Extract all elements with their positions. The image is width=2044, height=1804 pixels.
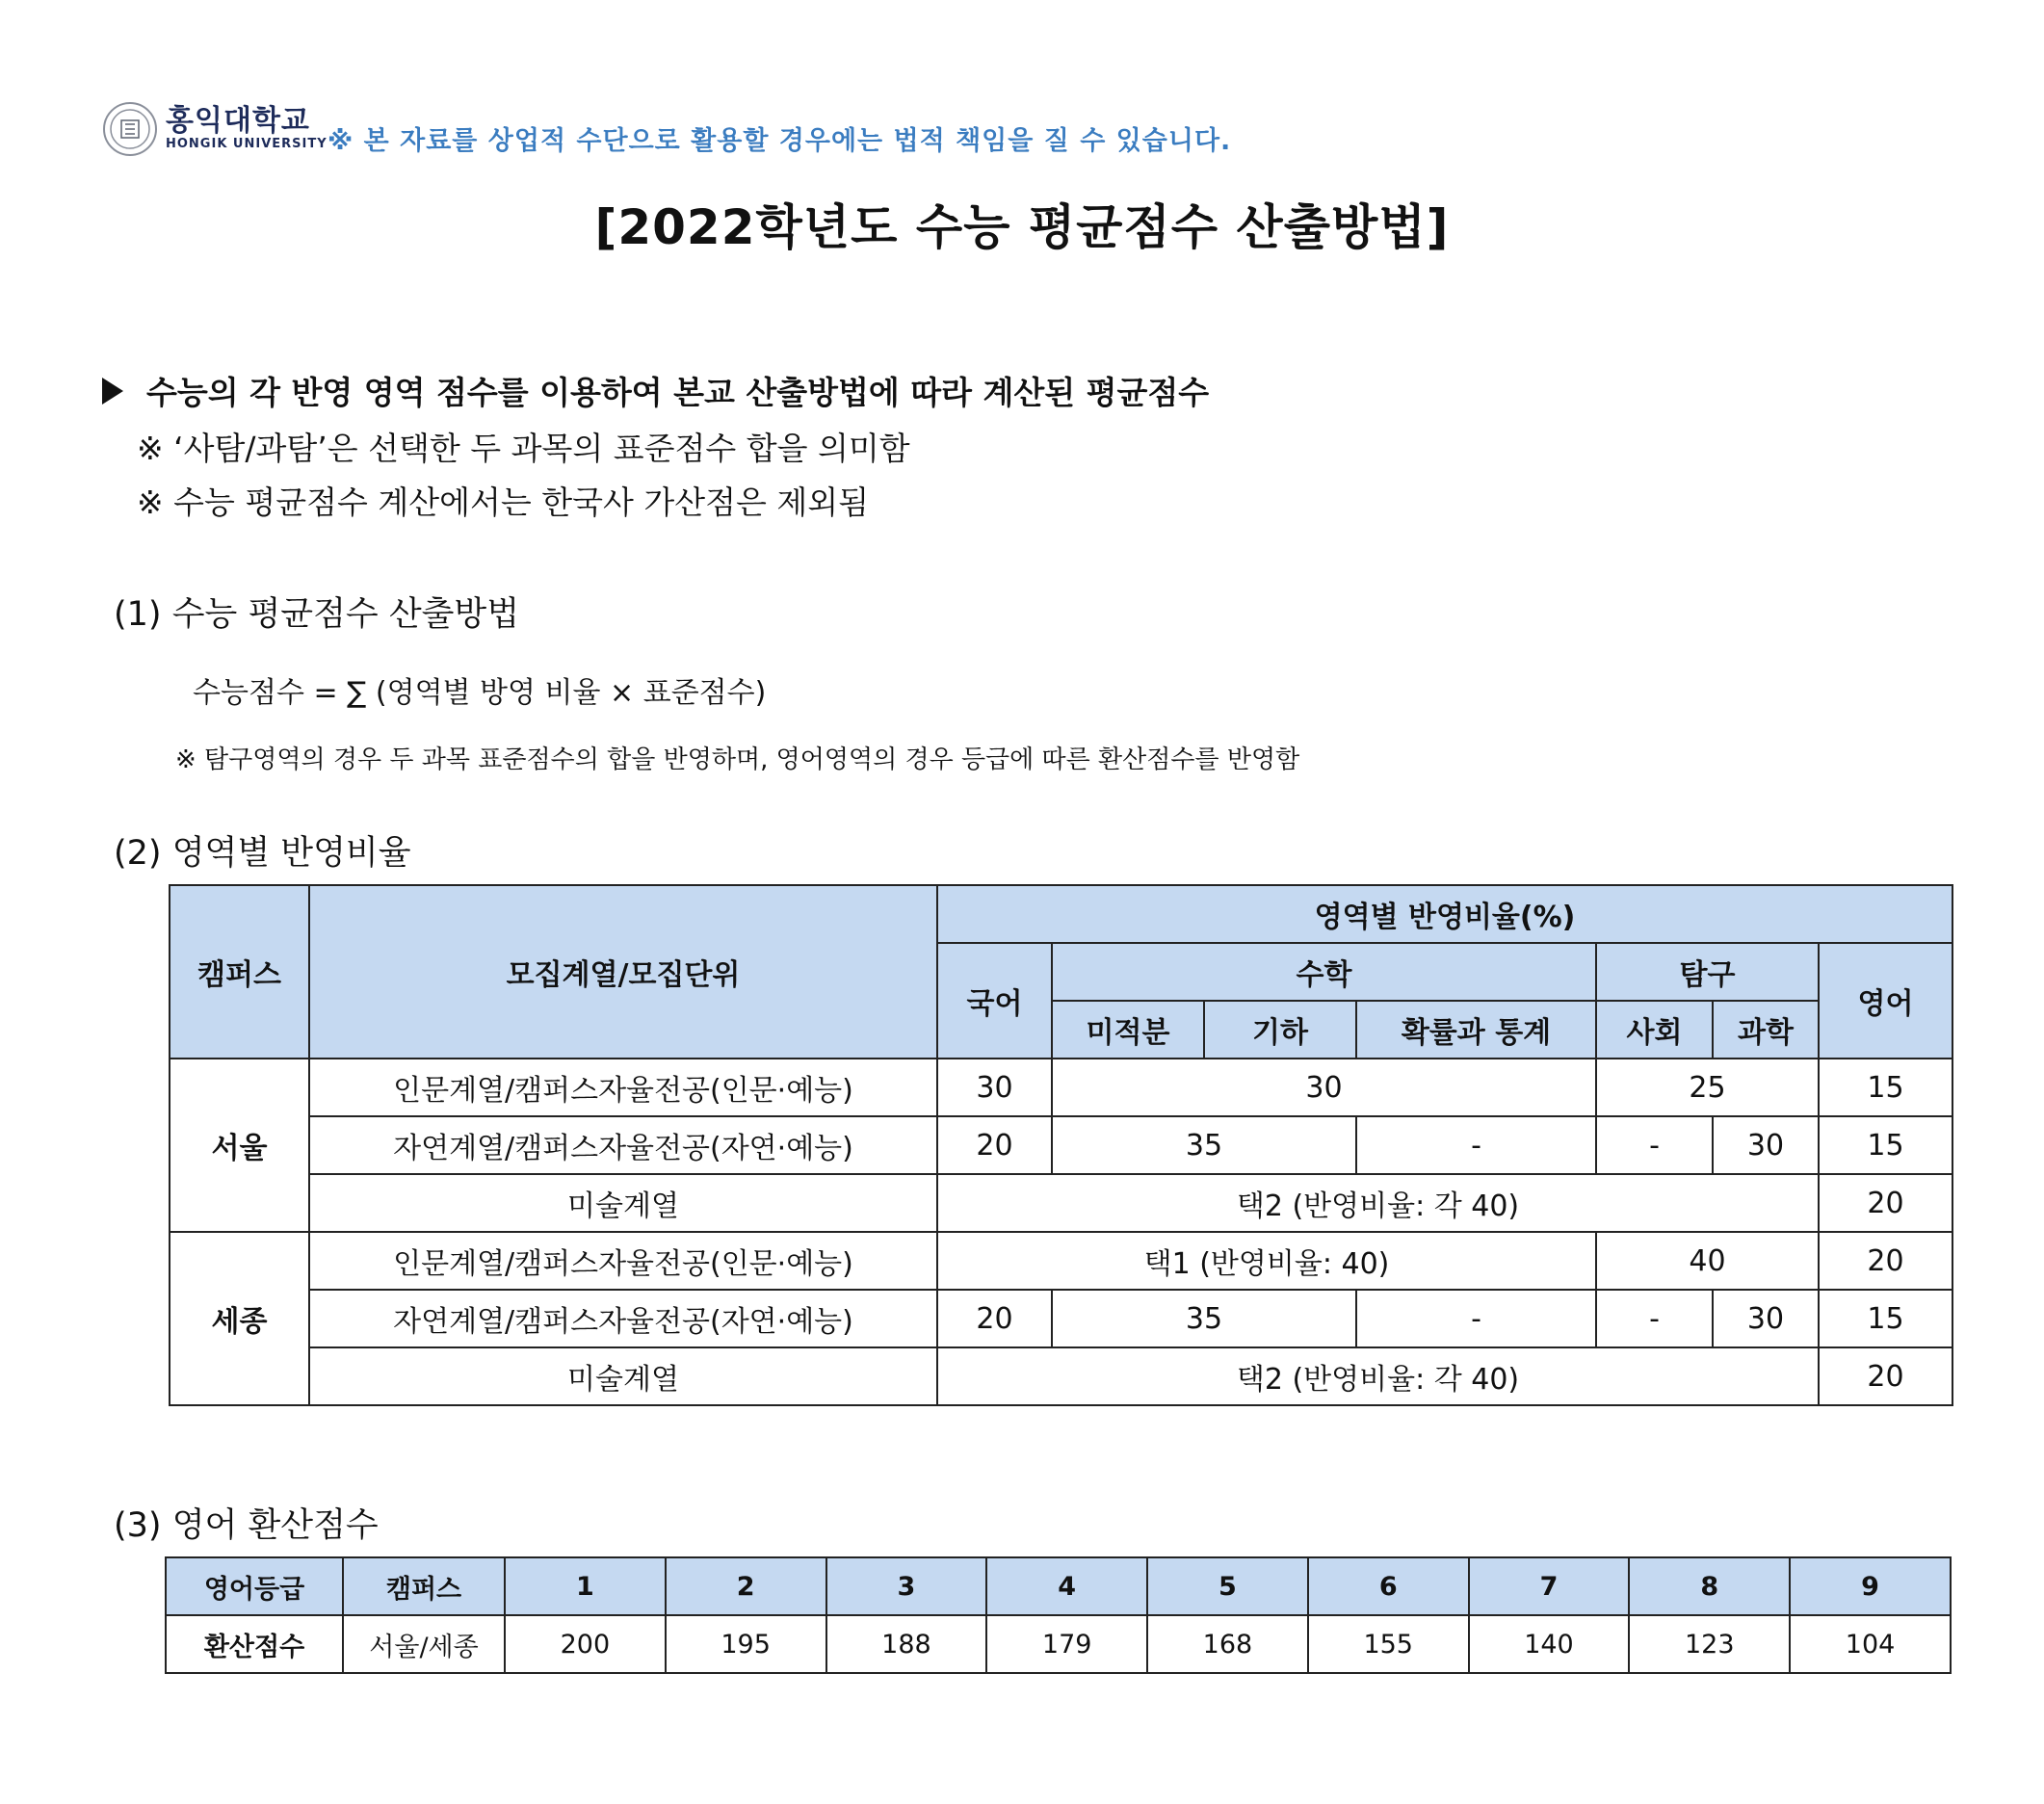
header-probability: 확률과 통계 [1356, 1001, 1596, 1059]
header-english-grade: 영어등급 [166, 1557, 343, 1615]
grade-header: 2 [666, 1557, 826, 1615]
english-cell: 20 [1819, 1232, 1952, 1290]
korean-cell: 20 [937, 1116, 1052, 1174]
korean-cell: 20 [937, 1290, 1052, 1347]
header-korean: 국어 [937, 943, 1052, 1059]
table-row [170, 1290, 1952, 1347]
unit-cell: 미술계열 [309, 1174, 937, 1232]
social-cell: - [1596, 1290, 1713, 1347]
university-seal-icon [102, 101, 158, 157]
table-row [166, 1615, 1951, 1673]
ratio-table [169, 884, 1953, 1406]
table-row [170, 1232, 1952, 1290]
english-cell: 15 [1819, 1290, 1952, 1347]
legal-notice: ※ 본 자료를 상업적 수단으로 활용할 경우에는 법적 책임을 질 수 있습니다. [328, 126, 1232, 156]
intro-bullet-text: 수능의 각 반영 영역 점수를 이용하여 본교 산출방법에 따라 계산된 평균점수 [146, 374, 1210, 411]
intro-bullet [102, 368, 1209, 413]
inquiry-cell: 40 [1596, 1232, 1819, 1290]
score-cell: 200 [505, 1615, 666, 1673]
choice-cell: 택1 (반영비율: 40) [937, 1232, 1596, 1290]
header-calculus: 미적분 [1052, 1001, 1204, 1059]
grade-header: 1 [505, 1557, 666, 1615]
unit-cell: 미술계열 [309, 1347, 937, 1405]
grade-header: 5 [1147, 1557, 1308, 1615]
grade-header: 3 [826, 1557, 987, 1615]
row-label-converted-score: 환산점수 [166, 1615, 343, 1673]
university-logo [102, 98, 328, 160]
score-cell: 123 [1629, 1615, 1790, 1673]
score-cell: 195 [666, 1615, 826, 1673]
header-inquiry: 탐구 [1596, 943, 1819, 1001]
header-science: 과학 [1713, 1001, 1819, 1059]
english-cell: 20 [1819, 1347, 1952, 1405]
score-cell: 140 [1469, 1615, 1630, 1673]
table-row [170, 1116, 1952, 1174]
grade-header: 7 [1469, 1557, 1630, 1615]
unit-cell: 인문계열/캠퍼스자율전공(인문·예능) [309, 1059, 937, 1116]
score-cell: 168 [1147, 1615, 1308, 1673]
header-campus: 캠퍼스 [343, 1557, 505, 1615]
formula: 수능점수 = ∑ (영역별 방영 비율 × 표준점수) [193, 676, 767, 710]
header-english: 영어 [1819, 943, 1952, 1059]
header-social: 사회 [1596, 1001, 1713, 1059]
formula-note: ※ 탐구영역의 경우 두 과목 표준점수의 합을 반영하며, 영어영역의 경우 등급에 따른 환산점수를 반영함 [175, 745, 1300, 774]
probability-cell: - [1356, 1290, 1596, 1347]
table-row [170, 1059, 1952, 1116]
english-cell: 20 [1819, 1174, 1952, 1232]
campus-cell: 서울/세종 [343, 1615, 505, 1673]
header-ratio: 영역별 반영비율(%) [937, 885, 1952, 943]
grade-header: 4 [986, 1557, 1147, 1615]
korean-cell: 30 [937, 1059, 1052, 1116]
choice-cell: 택2 (반영비율: 각 40) [937, 1347, 1819, 1405]
triangle-bullet-icon [102, 378, 123, 405]
header-unit: 모집계열/모집단위 [309, 885, 937, 1059]
header-campus: 캠퍼스 [170, 885, 309, 1059]
intro-note-2: ※ 수능 평균점수 계산에서는 한국사 가산점은 제외됨 [137, 484, 870, 521]
science-cell: 30 [1713, 1290, 1819, 1347]
inquiry-cell: 25 [1596, 1059, 1819, 1116]
unit-cell: 인문계열/캠퍼스자율전공(인문·예능) [309, 1232, 937, 1290]
logo-english-name: HONGIK UNIVERSITY [166, 137, 328, 151]
english-cell: 15 [1819, 1059, 1952, 1116]
intro-note-1: ※ ‘사탐/과탐’은 선택한 두 과목의 표준점수 합을 의미함 [137, 430, 910, 467]
page-title: [2022학년도 수능 평균점수 산출방법] [594, 199, 1450, 255]
choice-cell: 택2 (반영비율: 각 40) [937, 1174, 1819, 1232]
unit-cell: 자연계열/캠퍼스자율전공(자연·예능) [309, 1116, 937, 1174]
social-cell: - [1596, 1116, 1713, 1174]
table-row [170, 1347, 1952, 1405]
math-cell: 35 [1052, 1290, 1356, 1347]
english-cell: 15 [1819, 1116, 1952, 1174]
section-2-heading: (2) 영역별 반영비율 [114, 834, 411, 873]
grade-header: 9 [1790, 1557, 1951, 1615]
english-score-table [165, 1556, 1952, 1674]
campus-seoul: 서울 [170, 1059, 309, 1232]
section-3-heading: (3) 영어 환산점수 [114, 1506, 379, 1545]
score-cell: 104 [1790, 1615, 1951, 1673]
math-cell: 30 [1052, 1059, 1596, 1116]
table-row [170, 1174, 1952, 1232]
grade-header: 6 [1308, 1557, 1469, 1615]
score-cell: 179 [986, 1615, 1147, 1673]
math-cell: 35 [1052, 1116, 1356, 1174]
campus-sejong: 세종 [170, 1232, 309, 1405]
science-cell: 30 [1713, 1116, 1819, 1174]
score-cell: 188 [826, 1615, 987, 1673]
logo-korean-name: 홍익대학교 [166, 104, 310, 138]
probability-cell: - [1356, 1116, 1596, 1174]
score-cell: 155 [1308, 1615, 1469, 1673]
header-math: 수학 [1052, 943, 1596, 1001]
header-geometry: 기하 [1204, 1001, 1356, 1059]
unit-cell: 자연계열/캠퍼스자율전공(자연·예능) [309, 1290, 937, 1347]
grade-header: 8 [1629, 1557, 1790, 1615]
section-1-heading: (1) 수능 평균점수 산출방법 [114, 595, 520, 634]
